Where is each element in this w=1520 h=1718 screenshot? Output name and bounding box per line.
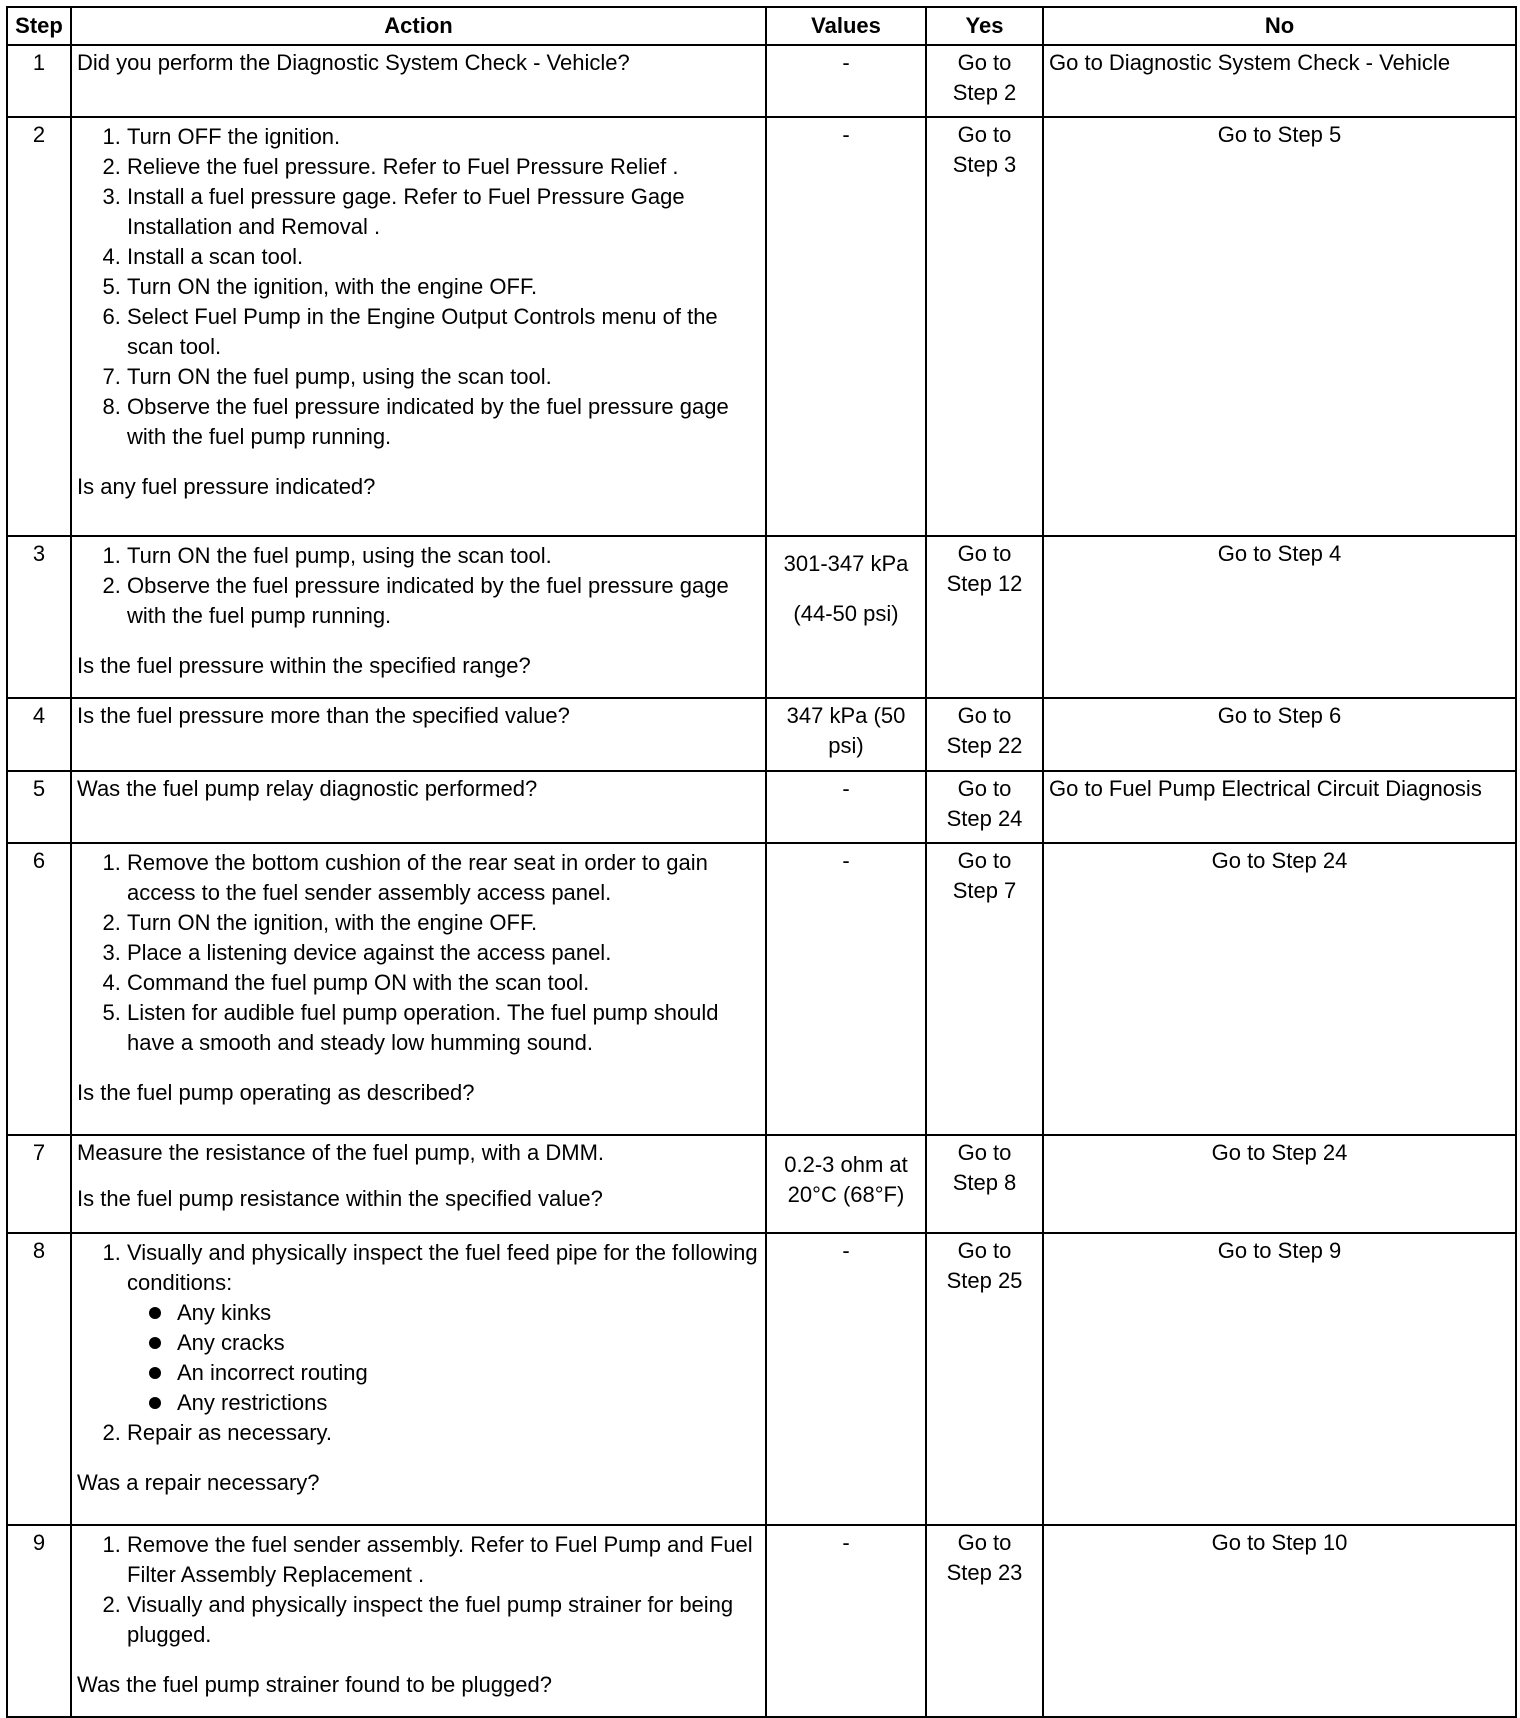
action-steps <box>77 122 760 452</box>
no-cell: Go to Step 6 <box>1043 698 1516 771</box>
action-step: 1. Turn ON the fuel pump, using the scan tool. <box>127 541 760 571</box>
condition-list <box>127 1298 760 1418</box>
value-line: 301-347 kPa <box>783 551 909 576</box>
action-step: 6. Select Fuel Pump in the Engine Output Controls menu of the scan tool. <box>127 302 760 362</box>
yes-cell: Go to Step 7 <box>926 843 1043 1135</box>
diagnostic-table <box>6 6 1517 1718</box>
table-row <box>7 1233 1516 1525</box>
action-step: 2. Relieve the fuel pressure. Refer to Fuel Pressure Relief . <box>127 152 760 182</box>
value-cell: - <box>766 843 926 1135</box>
action-step-text: Visually and physically inspect the fuel feed pipe for the following conditions: <box>127 1240 758 1295</box>
action-step: 2. Turn ON the ignition, with the engine OFF. <box>127 908 760 938</box>
yes-cell: Go to Step 3 <box>926 117 1043 536</box>
action-step: 5. Listen for audible fuel pump operation. The fuel pump should have a smooth and steady low humming sound. <box>127 998 760 1058</box>
action-step: 1. Remove the bottom cushion of the rear seat in order to gain access to the fuel sender assembly access panel. <box>127 848 760 908</box>
step-number: 6 <box>7 843 71 1135</box>
action-text: Is the fuel pressure more than the specified value? <box>71 698 766 771</box>
diagnostic-table-container <box>6 6 1517 1718</box>
yes-cell: Go to Step 22 <box>926 698 1043 771</box>
header-step: Step <box>7 7 71 45</box>
step-number: 8 <box>7 1233 71 1525</box>
action-cell <box>71 1233 766 1525</box>
action-step: 2. Observe the fuel pressure indicated by the fuel pressure gage with the fuel pump running. <box>127 571 760 631</box>
action-step: 4. Command the fuel pump ON with the scan tool. <box>127 968 760 998</box>
value-cell: - <box>766 771 926 843</box>
value-line: (44-50 psi) <box>793 601 899 626</box>
action-cell <box>71 843 766 1135</box>
action-step: 1. Remove the fuel sender assembly. Refer to Fuel Pump and Fuel Filter Assembly Replacement . <box>127 1530 760 1590</box>
header-action: Action <box>71 7 766 45</box>
table-row <box>7 117 1516 536</box>
no-cell: Go to Step 24 <box>1043 1135 1516 1233</box>
action-question: Is the fuel pressure within the specified range? <box>77 653 531 678</box>
action-steps <box>77 1530 760 1650</box>
header-yes: Yes <box>926 7 1043 45</box>
yes-cell: Go to Step 24 <box>926 771 1043 843</box>
action-step <box>127 1238 760 1418</box>
action-step: 3. Place a listening device against the access panel. <box>127 938 760 968</box>
step-number: 4 <box>7 698 71 771</box>
yes-cell: Go to Step 23 <box>926 1525 1043 1717</box>
action-cell <box>71 536 766 698</box>
no-cell: Go to Step 10 <box>1043 1525 1516 1717</box>
action-cell <box>71 117 766 536</box>
table-row <box>7 1135 1516 1233</box>
action-question: Is the fuel pump resistance within the specified value? <box>77 1186 603 1211</box>
table-row <box>7 843 1516 1135</box>
action-step: 4. Install a scan tool. <box>127 242 760 272</box>
value-cell: 0.2-3 ohm at 20°C (68°F) <box>766 1135 926 1233</box>
action-step: 3. Install a fuel pressure gage. Refer to Fuel Pressure Gage Installation and Removal . <box>127 182 760 242</box>
condition-item: Any cracks <box>177 1328 760 1358</box>
step-number: 2 <box>7 117 71 536</box>
table-row <box>7 698 1516 771</box>
value-cell: - <box>766 45 926 117</box>
action-step: 5. Turn ON the ignition, with the engine OFF. <box>127 272 760 302</box>
condition-item: Any kinks <box>177 1298 760 1328</box>
no-cell: Go to Step 4 <box>1043 536 1516 698</box>
header-no: No <box>1043 7 1516 45</box>
no-cell: Go to Step 9 <box>1043 1233 1516 1525</box>
action-question: Is any fuel pressure indicated? <box>77 474 376 499</box>
value-cell: - <box>766 117 926 536</box>
step-number: 7 <box>7 1135 71 1233</box>
action-step: 7. Turn ON the fuel pump, using the scan tool. <box>127 362 760 392</box>
step-number: 1 <box>7 45 71 117</box>
action-steps <box>77 848 760 1058</box>
action-step: 1. Turn OFF the ignition. <box>127 122 760 152</box>
action-question: Is the fuel pump operating as described? <box>77 1080 475 1105</box>
header-values: Values <box>766 7 926 45</box>
yes-cell: Go to Step 2 <box>926 45 1043 117</box>
action-text: Did you perform the Diagnostic System Check - Vehicle? <box>71 45 766 117</box>
action-step: 2. Visually and physically inspect the fuel pump strainer for being plugged. <box>127 1590 760 1650</box>
table-row <box>7 45 1516 117</box>
action-text: Was the fuel pump relay diagnostic performed? <box>71 771 766 843</box>
action-question: Was a repair necessary? <box>77 1470 320 1495</box>
condition-item: Any restrictions <box>177 1388 760 1418</box>
no-cell: Go to Fuel Pump Electrical Circuit Diagnosis <box>1043 771 1516 843</box>
table-row <box>7 1525 1516 1717</box>
table-row <box>7 771 1516 843</box>
no-cell: Go to Step 5 <box>1043 117 1516 536</box>
value-cell <box>766 536 926 698</box>
action-steps <box>77 541 760 631</box>
action-step: 2. Repair as necessary. <box>127 1418 760 1448</box>
value-cell: - <box>766 1233 926 1525</box>
action-cell <box>71 1135 766 1233</box>
action-step: 8. Observe the fuel pressure indicated by the fuel pressure gage with the fuel pump running. <box>127 392 760 452</box>
value-cell: 347 kPa (50 psi) <box>766 698 926 771</box>
step-number: 3 <box>7 536 71 698</box>
action-cell <box>71 1525 766 1717</box>
yes-cell: Go to Step 8 <box>926 1135 1043 1233</box>
no-cell: Go to Diagnostic System Check - Vehicle <box>1043 45 1516 117</box>
action-question: Was the fuel pump strainer found to be plugged? <box>77 1672 552 1697</box>
action-steps <box>77 1238 760 1448</box>
table-row <box>7 536 1516 698</box>
yes-cell: Go to Step 25 <box>926 1233 1043 1525</box>
step-number: 5 <box>7 771 71 843</box>
table-header-row <box>7 7 1516 45</box>
condition-item: An incorrect routing <box>177 1358 760 1388</box>
yes-cell: Go to Step 12 <box>926 536 1043 698</box>
step-number: 9 <box>7 1525 71 1717</box>
value-cell: - <box>766 1525 926 1717</box>
action-text: Measure the resistance of the fuel pump, with a DMM. <box>77 1140 605 1165</box>
no-cell: Go to Step 24 <box>1043 843 1516 1135</box>
